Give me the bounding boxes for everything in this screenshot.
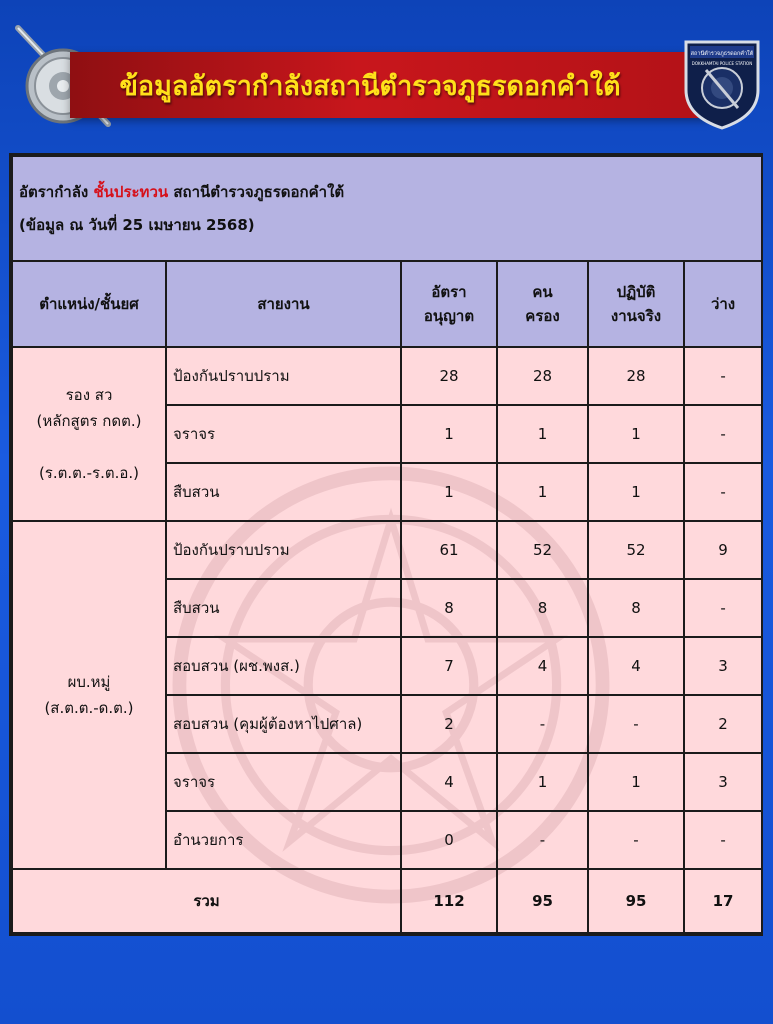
group-title: ผบ.หมู่	[67, 673, 111, 691]
working-value: 1	[588, 463, 684, 521]
caption-prefix: อัตรากำลัง	[19, 182, 94, 201]
total-row	[12, 869, 762, 933]
line-name: อำนวยการ	[166, 811, 401, 869]
line-name: ป้องกันปราบปราม	[166, 521, 401, 579]
working-value: 52	[588, 521, 684, 579]
header-occupied-l1: คน	[532, 283, 553, 301]
occupied-value: 1	[497, 405, 588, 463]
authorized-value: 2	[401, 695, 497, 753]
vacant-value: -	[684, 405, 762, 463]
group-rank-range: (ร.ต.ต.-ร.ต.อ.)	[38, 464, 140, 482]
occupied-value: 4	[497, 637, 588, 695]
vacant-value: -	[684, 463, 762, 521]
authorized-value: 4	[401, 753, 497, 811]
badge-top-text: สถานีตำรวจภูธรดอกคำใต้	[690, 51, 754, 57]
occupied-value: -	[497, 695, 588, 753]
vacant-value: -	[684, 347, 762, 405]
table-row	[12, 347, 762, 405]
vacant-value: -	[684, 811, 762, 869]
working-value: 4	[588, 637, 684, 695]
header-position: ตำแหน่ง/ชั้นยศ	[12, 261, 166, 347]
authorized-value: 1	[401, 405, 497, 463]
badge-bottom-text: DOKKHAMTAI POLICE STATION	[691, 61, 753, 66]
authorized-value: 28	[401, 347, 497, 405]
occupied-value: -	[497, 811, 588, 869]
occupied-value: 52	[497, 521, 588, 579]
header-working-l2: งานจริง	[610, 307, 662, 325]
working-value: -	[588, 695, 684, 753]
line-name: ป้องกันปราบปราม	[166, 347, 401, 405]
table-row	[12, 521, 762, 579]
vacant-value: -	[684, 579, 762, 637]
group-subtitle: (หลักสูตร กดต.)	[36, 412, 142, 430]
authorized-value: 8	[401, 579, 497, 637]
banner-title: ข้อมูลอัตรากำลังสถานีตำรวจภูธรดอกคำใต้	[119, 70, 621, 102]
total-label: รวม	[12, 869, 401, 933]
line-name: สืบสวน	[166, 579, 401, 637]
total-vacant: 17	[684, 869, 762, 933]
manpower-table	[11, 155, 763, 934]
line-name: สอบสวน (ผช.พงส.)	[166, 637, 401, 695]
occupied-value: 28	[497, 347, 588, 405]
working-value: 28	[588, 347, 684, 405]
header-line: สายงาน	[166, 261, 401, 347]
line-name: จราจร	[166, 405, 401, 463]
header-vacant: ว่าง	[684, 261, 762, 347]
authorized-value: 1	[401, 463, 497, 521]
vacant-value: 3	[684, 637, 762, 695]
caption-highlight: ชั้นประทวน	[93, 182, 169, 201]
working-value: 8	[588, 579, 684, 637]
header-working-l1: ปฏิบัติ	[616, 283, 656, 301]
authorized-value: 7	[401, 637, 497, 695]
group-title: รอง สว	[65, 386, 113, 404]
group-cell-squad-leader	[12, 521, 166, 869]
authorized-value: 61	[401, 521, 497, 579]
caption-suffix: สถานีตำรวจภูธรดอกคำใต้	[168, 182, 345, 201]
total-authorized: 112	[401, 869, 497, 933]
header-authorized-l1: อัตรา	[431, 283, 467, 301]
header-working	[588, 261, 684, 347]
working-value: -	[588, 811, 684, 869]
group-cell-sub-inspector	[12, 347, 166, 521]
occupied-value: 8	[497, 579, 588, 637]
header-authorized-l2: อนุญาต	[423, 307, 475, 325]
total-working: 95	[588, 869, 684, 933]
occupied-value: 1	[497, 463, 588, 521]
manpower-table-container	[9, 153, 763, 936]
police-badge-icon	[682, 38, 762, 130]
line-name: สอบสวน (คุมผู้ต้องหาไปศาล)	[166, 695, 401, 753]
line-name: จราจร	[166, 753, 401, 811]
vacant-value: 9	[684, 521, 762, 579]
authorized-value: 0	[401, 811, 497, 869]
vacant-value: 3	[684, 753, 762, 811]
occupied-value: 1	[497, 753, 588, 811]
line-name: สืบสวน	[166, 463, 401, 521]
header-occupied	[497, 261, 588, 347]
caption-date: (ข้อมูล ณ วันที่ 25 เมษายน 2568)	[19, 215, 255, 234]
header-authorized	[401, 261, 497, 347]
header-occupied-l2: ครอง	[525, 307, 560, 325]
working-value: 1	[588, 405, 684, 463]
title-banner	[70, 52, 710, 118]
table-caption	[12, 156, 762, 261]
working-value: 1	[588, 753, 684, 811]
vacant-value: 2	[684, 695, 762, 753]
total-occupied: 95	[497, 869, 588, 933]
group-rank-range: (ส.ต.ต.-ด.ต.)	[44, 699, 134, 717]
